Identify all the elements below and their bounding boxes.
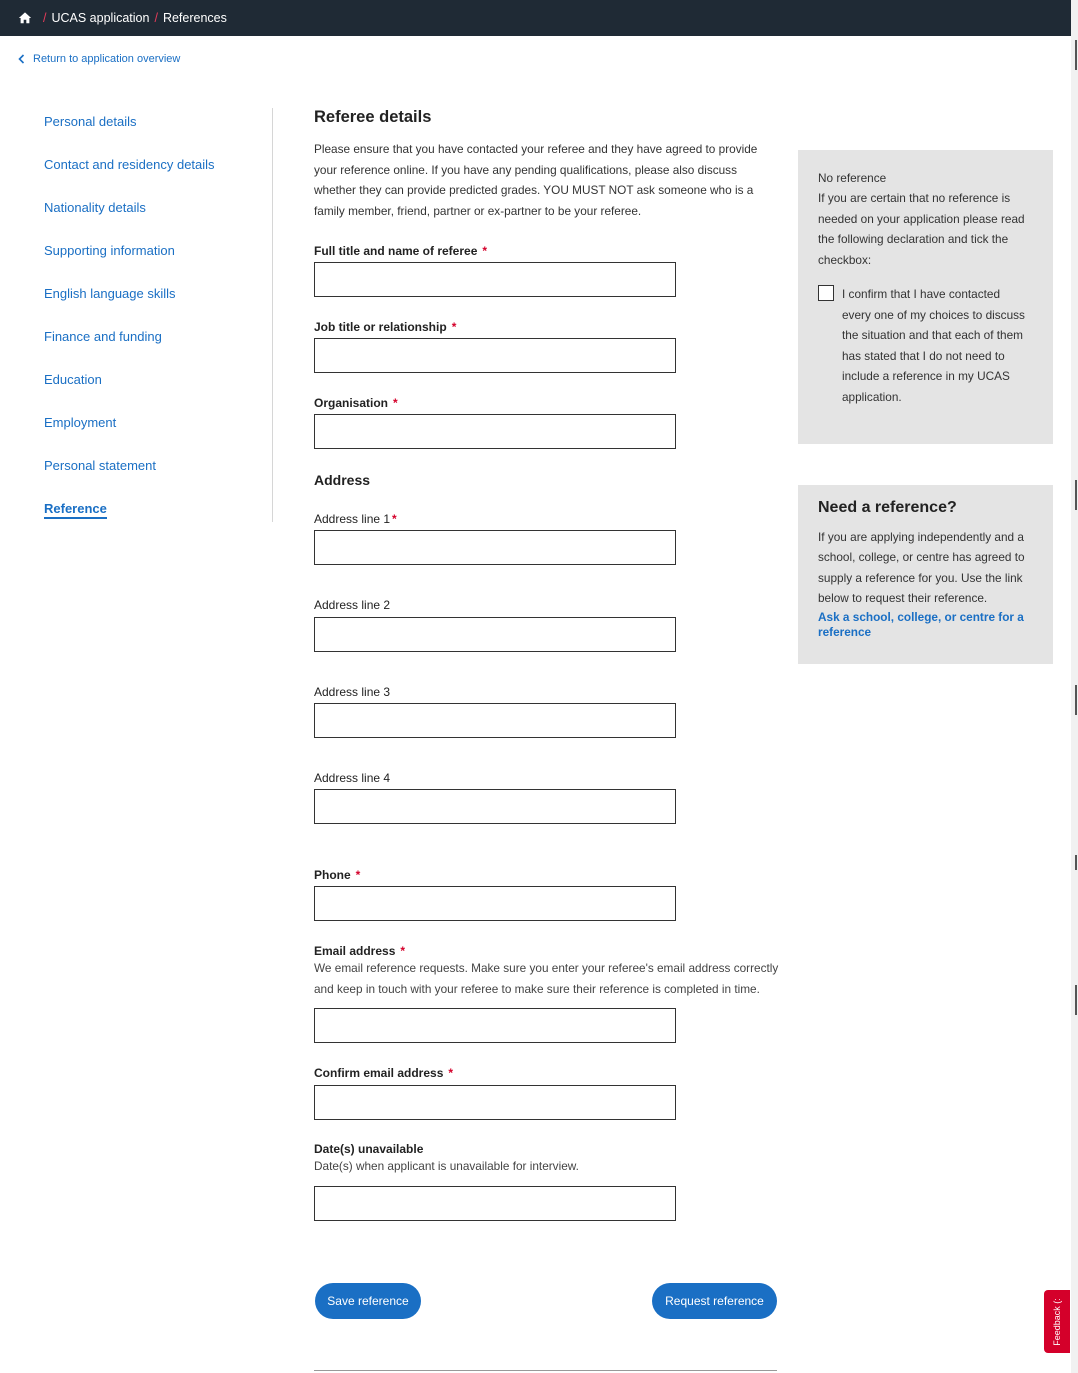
feedback-tab[interactable] xyxy=(1044,1290,1070,1353)
organisation-input[interactable] xyxy=(314,414,676,449)
label-text: Full title and name of referee xyxy=(314,244,478,258)
scrollbar-mark xyxy=(1075,855,1077,870)
return-link-label: Return to application overview xyxy=(33,53,181,65)
address-line-2-label: Address line 2 xyxy=(314,598,391,612)
page-title: Referee details xyxy=(314,108,432,126)
sidebar-item-reference[interactable] xyxy=(44,500,272,543)
required-marker: * xyxy=(400,944,406,958)
divider xyxy=(314,1370,777,1371)
application-sidebar xyxy=(44,113,272,543)
address-line-2-field xyxy=(314,598,390,612)
phone-label xyxy=(314,868,360,882)
feedback-label: Feedback (: xyxy=(1052,1297,1062,1346)
sidebar-item-contact-residency[interactable]: Contact and residency details xyxy=(44,157,215,172)
no-reference-checkbox[interactable] xyxy=(818,285,834,301)
required-marker: * xyxy=(393,396,398,410)
home-icon[interactable] xyxy=(18,11,32,25)
label-text: Organisation xyxy=(314,396,389,410)
label-text: Address line 1 xyxy=(314,512,391,526)
need-reference-text: If you are applying independently and a school, college, or centre has agreed to supply a reference for you. Use the link below to request their reference. xyxy=(818,530,1025,605)
no-reference-declaration xyxy=(818,284,1033,408)
label-text: Confirm email address xyxy=(314,1066,444,1080)
phone-input[interactable] xyxy=(314,886,676,921)
phone-field xyxy=(314,868,360,882)
sidebar-item-finance-funding[interactable]: Finance and funding xyxy=(44,329,162,344)
address-heading: Address xyxy=(314,472,371,488)
address-line-1-label xyxy=(314,512,397,526)
breadcrumb-separator: / xyxy=(154,11,158,25)
address-line-3-input[interactable] xyxy=(314,703,676,738)
sidebar-item-personal-details[interactable]: Personal details xyxy=(44,114,137,129)
scrollbar-mark xyxy=(1075,985,1077,1015)
address-line-1-field xyxy=(314,512,397,526)
organisation-label xyxy=(314,396,398,410)
sidebar-item-personal-statement[interactable]: Personal statement xyxy=(44,458,157,473)
address-line-1-input[interactable] xyxy=(314,530,676,565)
breadcrumb-separator: / xyxy=(43,11,47,25)
no-reference-title: No reference xyxy=(818,171,887,185)
label-text: Job title or relationship xyxy=(314,320,447,334)
required-marker: * xyxy=(451,320,457,334)
full-name-input[interactable] xyxy=(314,262,676,297)
job-title-field xyxy=(314,320,456,334)
sidebar-item-employment[interactable]: Employment xyxy=(44,415,117,430)
breadcrumb-references: References xyxy=(162,11,227,25)
scrollbar-mark xyxy=(1075,40,1077,70)
request-reference-button[interactable]: Request reference xyxy=(652,1283,777,1319)
referee-form xyxy=(314,108,778,1348)
return-to-overview-link[interactable] xyxy=(18,53,180,65)
page-scrollbar[interactable] xyxy=(1071,0,1078,1373)
ask-school-link[interactable]: Ask a school, college, or centre for a reference xyxy=(818,610,1024,640)
email-input[interactable] xyxy=(314,1008,676,1043)
required-marker: * xyxy=(355,868,361,882)
dates-unavailable-hint: Date(s) when applicant is unavailable for interview. xyxy=(314,1159,579,1173)
sidebar-item-label: Reference xyxy=(44,501,107,519)
need-reference-title: Need a reference? xyxy=(818,499,957,516)
scrollbar-mark xyxy=(1075,480,1077,510)
sidebar-item-english-language[interactable]: English language skills xyxy=(44,286,176,301)
dates-unavailable-label: Date(s) unavailable xyxy=(314,1142,424,1156)
full-name-field xyxy=(314,244,487,258)
intro-text: Please ensure that you have contacted your referee and they have agreed to provide your reference online. If you have any pending qualifications, please also discuss whether they can provide predicted grades. YOU MUST NOT ask someone who is a family member, friend, partner or ex-partner to be your referee. xyxy=(314,142,758,219)
address-line-4-field xyxy=(314,771,390,785)
address-line-3-field xyxy=(314,685,390,699)
sidebar-item-supporting-information[interactable]: Supporting information xyxy=(44,243,175,258)
email-hint: We email reference requests. Make sure you enter your referee's email address correctly and keep in touch with your referee to make sure their reference is completed in time. xyxy=(314,961,779,996)
breadcrumb-ucas-application[interactable]: UCAS application xyxy=(51,11,150,25)
confirm-email-label xyxy=(314,1066,453,1080)
dates-unavailable-field xyxy=(314,1142,784,1177)
breadcrumb xyxy=(0,0,1071,36)
label-text: Phone xyxy=(314,868,351,882)
no-reference-checkbox-label[interactable]: I confirm that I have contacted every one of my choices to discuss the situation and that each of them has stated that I do not need to include a reference in my UCAS application. xyxy=(842,287,1025,404)
scrollbar-mark xyxy=(1075,685,1077,715)
save-reference-button[interactable]: Save reference xyxy=(315,1283,421,1319)
confirm-email-input[interactable] xyxy=(314,1085,676,1120)
address-line-3-label: Address line 3 xyxy=(314,685,391,699)
email-field xyxy=(314,944,784,1000)
full-name-label xyxy=(314,244,487,258)
dates-unavailable-input[interactable] xyxy=(314,1186,676,1221)
email-label xyxy=(314,944,784,958)
sidebar-item-nationality[interactable]: Nationality details xyxy=(44,200,146,215)
sidebar-divider xyxy=(272,108,273,522)
label-text: Email address xyxy=(314,944,396,958)
organisation-field xyxy=(314,396,398,410)
required-marker: * xyxy=(392,512,397,526)
job-title-label xyxy=(314,320,456,334)
required-marker: * xyxy=(448,1066,454,1080)
required-marker: * xyxy=(482,244,488,258)
chevron-left-icon xyxy=(18,54,25,64)
no-reference-panel xyxy=(798,150,1053,444)
sidebar-item-education[interactable]: Education xyxy=(44,372,102,387)
address-line-4-label: Address line 4 xyxy=(314,771,391,785)
job-title-input[interactable] xyxy=(314,338,676,373)
no-reference-text: If you are certain that no reference is needed on your application please read the following declaration and tick the checkbox: xyxy=(818,191,1025,267)
need-reference-panel xyxy=(798,485,1053,664)
address-line-2-input[interactable] xyxy=(314,617,676,652)
address-line-4-input[interactable] xyxy=(314,789,676,824)
confirm-email-field xyxy=(314,1066,453,1080)
